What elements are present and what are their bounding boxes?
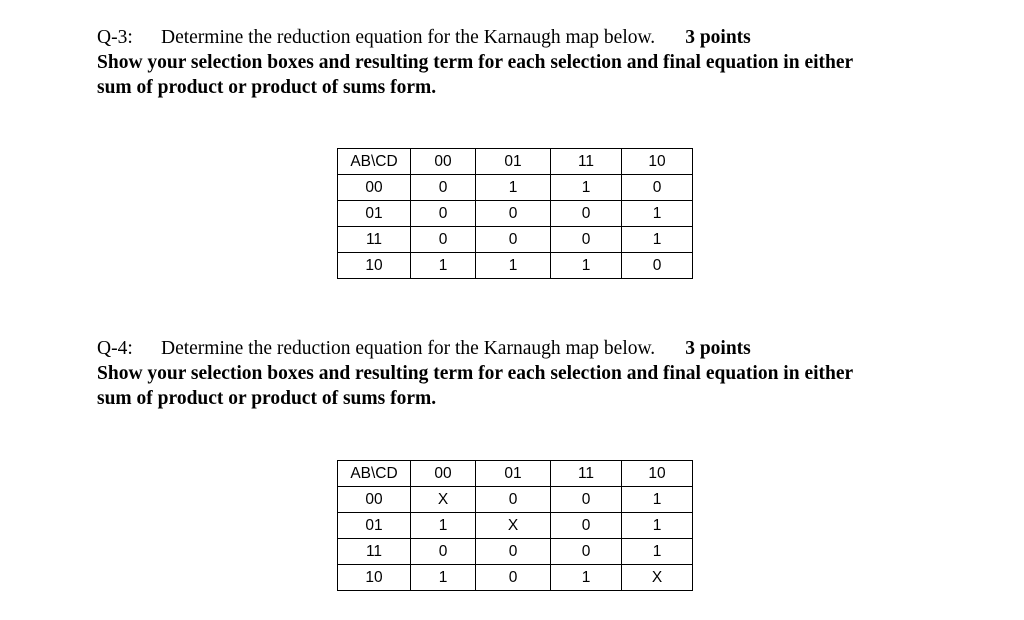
kmap-cell: 1 <box>551 175 622 201</box>
kmap-row-header: 10 <box>338 253 411 279</box>
kmap-cell: X <box>411 487 476 513</box>
kmap-row <box>338 513 693 539</box>
kmap-cell: X <box>622 565 693 591</box>
instruction-line: sum of product or product of sums form. <box>97 77 437 98</box>
kmap-cell: 0 <box>411 539 476 565</box>
kmap-cell: 1 <box>411 565 476 591</box>
question-prompt: Determine the reduction equation for the Karnaugh map below. <box>161 27 656 48</box>
kmap-row-header: 01 <box>338 201 411 227</box>
kmap-cell: 1 <box>622 513 693 539</box>
karnaugh-map-q4 <box>337 460 693 591</box>
points-label: 3 points <box>685 27 751 48</box>
kmap-col-header: 01 <box>476 461 551 487</box>
question-prompt: Determine the reduction equation for the Karnaugh map below. <box>161 338 656 359</box>
kmap-col-header: 00 <box>411 461 476 487</box>
kmap-col-header: 00 <box>411 149 476 175</box>
kmap-cell: 1 <box>476 175 551 201</box>
kmap-cell: 0 <box>411 175 476 201</box>
kmap-cell: 1 <box>411 513 476 539</box>
question-number: Q-4: <box>97 338 133 359</box>
kmap-row <box>338 565 693 591</box>
kmap-cell: 0 <box>476 539 551 565</box>
kmap-header-row <box>338 461 693 487</box>
kmap-row <box>338 253 693 279</box>
kmap-corner-label: AB\CD <box>338 461 411 487</box>
kmap-cell: 0 <box>476 201 551 227</box>
kmap-row-header: 11 <box>338 539 411 565</box>
kmap-cell: 0 <box>551 487 622 513</box>
kmap-corner-label: AB\CD <box>338 149 411 175</box>
kmap-row <box>338 487 693 513</box>
kmap-cell: 1 <box>476 253 551 279</box>
kmap-cell: 0 <box>551 513 622 539</box>
instruction-line: Show your selection boxes and resulting term for each selection and final equation in either <box>97 363 854 384</box>
kmap-header-row <box>338 149 693 175</box>
kmap-row <box>338 539 693 565</box>
kmap-cell: 1 <box>622 227 693 253</box>
kmap-row <box>338 227 693 253</box>
kmap-cell: 0 <box>622 253 693 279</box>
kmap-col-header: 11 <box>551 149 622 175</box>
kmap-row-header: 10 <box>338 565 411 591</box>
kmap-cell: 0 <box>551 227 622 253</box>
question-number: Q-3: <box>97 27 133 48</box>
kmap-col-header: 10 <box>622 149 693 175</box>
kmap-cell: 0 <box>476 565 551 591</box>
kmap-col-header: 11 <box>551 461 622 487</box>
kmap-cell: 0 <box>551 201 622 227</box>
question-4-heading <box>97 336 997 361</box>
kmap-cell: X <box>476 513 551 539</box>
question-3 <box>97 25 997 100</box>
kmap-cell: 1 <box>551 253 622 279</box>
kmap-cell: 1 <box>622 487 693 513</box>
kmap-row <box>338 201 693 227</box>
instruction-line: sum of product or product of sums form. <box>97 388 437 409</box>
kmap-cell: 1 <box>622 539 693 565</box>
kmap-cell: 0 <box>411 201 476 227</box>
kmap-row-header: 01 <box>338 513 411 539</box>
kmap-cell: 0 <box>622 175 693 201</box>
instruction-line: Show your selection boxes and resulting term for each selection and final equation in either <box>97 52 854 73</box>
kmap-cell: 0 <box>476 487 551 513</box>
kmap-cell: 0 <box>476 227 551 253</box>
question-3-heading <box>97 25 997 50</box>
points-label: 3 points <box>685 338 751 359</box>
kmap-row-header: 00 <box>338 175 411 201</box>
kmap-row <box>338 175 693 201</box>
kmap-cell: 0 <box>551 539 622 565</box>
kmap-cell: 0 <box>411 227 476 253</box>
kmap-cell: 1 <box>622 201 693 227</box>
kmap-row-header: 11 <box>338 227 411 253</box>
question-4 <box>97 336 997 411</box>
kmap-row-header: 00 <box>338 487 411 513</box>
kmap-col-header: 10 <box>622 461 693 487</box>
kmap-col-header: 01 <box>476 149 551 175</box>
karnaugh-map-q3 <box>337 148 693 279</box>
kmap-cell: 1 <box>551 565 622 591</box>
kmap-cell: 1 <box>411 253 476 279</box>
